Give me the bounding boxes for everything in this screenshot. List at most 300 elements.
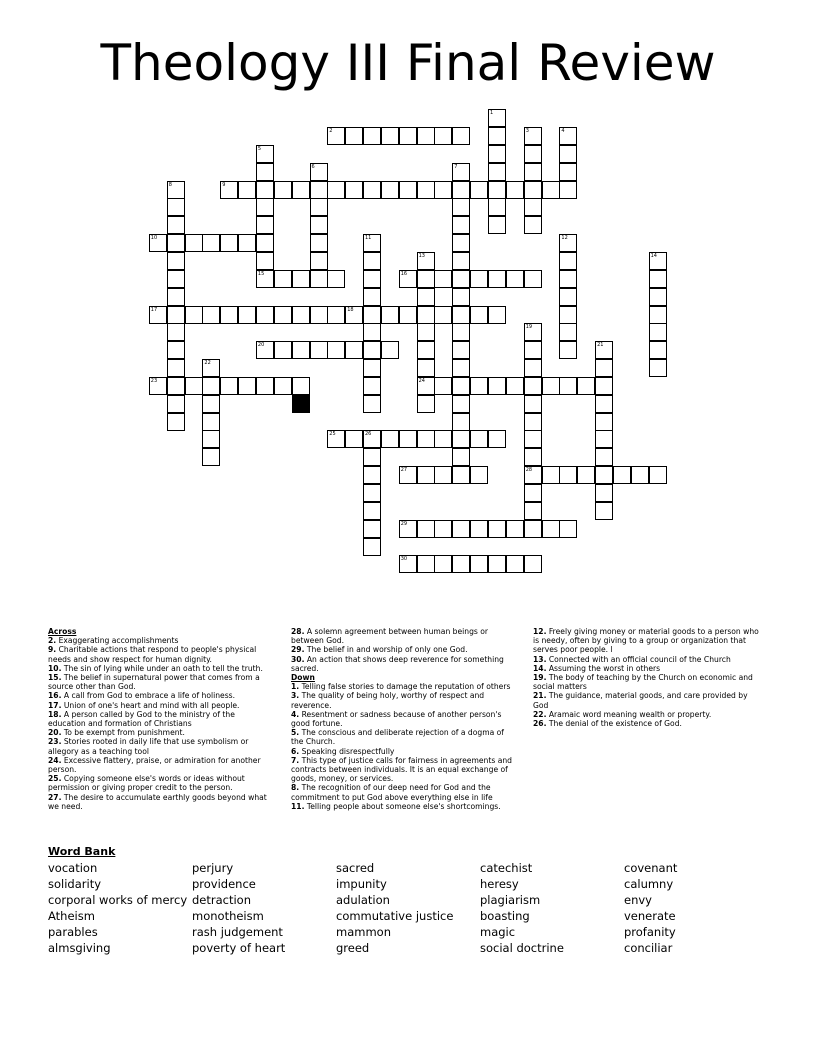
- grid-cell[interactable]: [452, 163, 470, 181]
- grid-cell[interactable]: [470, 270, 488, 288]
- grid-cell[interactable]: [149, 234, 167, 252]
- grid-cell[interactable]: [274, 270, 292, 288]
- clue-num: 5.: [291, 728, 300, 738]
- grid-cell[interactable]: [452, 395, 470, 413]
- grid-cell[interactable]: [452, 270, 470, 288]
- grid-cell[interactable]: [381, 181, 399, 199]
- grid-cell[interactable]: [238, 377, 256, 395]
- grid-cell[interactable]: [434, 181, 452, 199]
- grid-cell[interactable]: [202, 430, 220, 448]
- grid-cell[interactable]: [559, 145, 577, 163]
- grid-cell[interactable]: [345, 341, 363, 359]
- grid-cell[interactable]: [524, 341, 542, 359]
- grid-cell[interactable]: [452, 520, 470, 538]
- clue-text: Union of one's heart and mind with all people.: [61, 700, 240, 710]
- grid-cell[interactable]: [363, 323, 381, 341]
- grid-cell[interactable]: [452, 448, 470, 466]
- grid-cell[interactable]: [559, 288, 577, 306]
- grid-cell[interactable]: [470, 306, 488, 324]
- grid-cell[interactable]: [417, 127, 435, 145]
- grid-cell[interactable]: [452, 216, 470, 234]
- grid-cell[interactable]: [167, 413, 185, 431]
- grid-cell[interactable]: [310, 234, 328, 252]
- grid-cell[interactable]: [559, 466, 577, 484]
- grid-cell[interactable]: [381, 341, 399, 359]
- grid-cell[interactable]: [167, 234, 185, 252]
- across-clue-list: [48, 636, 274, 811]
- clue-number: 19: [525, 324, 533, 331]
- grid-cell[interactable]: [559, 270, 577, 288]
- grid-cell[interactable]: [292, 306, 310, 324]
- grid-cell[interactable]: [559, 181, 577, 199]
- grid-cell[interactable]: [256, 234, 274, 252]
- grid-cell[interactable]: [559, 306, 577, 324]
- grid-cell[interactable]: [363, 502, 381, 520]
- grid-cell[interactable]: [506, 520, 524, 538]
- grid-cell[interactable]: [399, 306, 417, 324]
- grid-cell[interactable]: [434, 466, 452, 484]
- grid-cell[interactable]: [256, 377, 274, 395]
- grid-cell[interactable]: [417, 270, 435, 288]
- clue-text: Connected with an official council of the Church: [546, 654, 731, 664]
- word-bank-column: [624, 860, 677, 956]
- grid-cell[interactable]: [363, 395, 381, 413]
- grid-cell[interactable]: [595, 395, 613, 413]
- grid-cell[interactable]: [417, 466, 435, 484]
- clue-text: The denial of the existence of God.: [546, 719, 682, 729]
- grid-cell[interactable]: [417, 555, 435, 573]
- grid-cell[interactable]: [452, 359, 470, 377]
- grid-cell[interactable]: [452, 323, 470, 341]
- grid-cell[interactable]: [452, 413, 470, 431]
- grid-cell[interactable]: [220, 306, 238, 324]
- grid-cell[interactable]: [595, 377, 613, 395]
- word-bank-word: providence: [192, 877, 256, 891]
- grid-cell[interactable]: [524, 181, 542, 199]
- clue-num: 20.: [48, 728, 62, 738]
- grid-cell[interactable]: [292, 270, 310, 288]
- grid-cell[interactable]: [310, 270, 328, 288]
- grid-cell[interactable]: [488, 430, 506, 448]
- grid-cell[interactable]: [452, 127, 470, 145]
- grid-cell[interactable]: [327, 306, 345, 324]
- grid-cell[interactable]: [577, 377, 595, 395]
- grid-cell[interactable]: [292, 377, 310, 395]
- clue-num: 28.: [291, 627, 305, 636]
- grid-cell[interactable]: [488, 109, 506, 127]
- clue-number: 12: [561, 235, 568, 242]
- grid-cell[interactable]: [345, 181, 363, 199]
- clue-num: 14.: [533, 663, 547, 673]
- clue-num: 4.: [291, 709, 300, 719]
- clue-text: The belief in supernatural power that comes from a source other than God.: [48, 673, 260, 692]
- clues-column-1: [48, 627, 274, 811]
- grid-cell[interactable]: [202, 234, 220, 252]
- grid-cell[interactable]: [292, 181, 310, 199]
- grid-cell[interactable]: [167, 216, 185, 234]
- grid-cell[interactable]: [417, 430, 435, 448]
- grid-cell[interactable]: [452, 430, 470, 448]
- grid-cell[interactable]: [524, 377, 542, 395]
- grid-cell[interactable]: [524, 555, 542, 573]
- grid-cell[interactable]: [327, 430, 345, 448]
- grid-cell[interactable]: [256, 145, 274, 163]
- grid-cell[interactable]: [327, 341, 345, 359]
- grid-cell[interactable]: [488, 306, 506, 324]
- grid-cell[interactable]: [363, 520, 381, 538]
- grid-cell[interactable]: [363, 466, 381, 484]
- grid-cell[interactable]: [399, 181, 417, 199]
- clue-num: 22.: [533, 709, 547, 719]
- grid-cell[interactable]: [363, 430, 381, 448]
- grid-cell[interactable]: [649, 306, 667, 324]
- grid-cell[interactable]: [595, 341, 613, 359]
- grid-cell[interactable]: [292, 341, 310, 359]
- grid-cell[interactable]: [381, 127, 399, 145]
- grid-cell[interactable]: [167, 341, 185, 359]
- grid-cell[interactable]: [363, 448, 381, 466]
- grid-cell[interactable]: [434, 127, 452, 145]
- grid-cell[interactable]: [595, 466, 613, 484]
- word-bank-title: Word Bank: [48, 845, 116, 858]
- grid-cell[interactable]: [524, 466, 542, 484]
- grid-cell[interactable]: [256, 181, 274, 199]
- grid-cell[interactable]: [167, 395, 185, 413]
- grid-cell[interactable]: [649, 466, 667, 484]
- grid-cell[interactable]: [524, 163, 542, 181]
- grid-cell[interactable]: [506, 555, 524, 573]
- grid-cell[interactable]: [524, 395, 542, 413]
- grid-cell[interactable]: [488, 216, 506, 234]
- grid-cell[interactable]: [417, 395, 435, 413]
- grid-cell[interactable]: [649, 359, 667, 377]
- grid-cell[interactable]: [167, 306, 185, 324]
- grid-cell[interactable]: [452, 555, 470, 573]
- grid-cell[interactable]: [649, 323, 667, 341]
- down-clue-list: [291, 682, 517, 811]
- grid-cell[interactable]: [327, 181, 345, 199]
- grid-cell[interactable]: [220, 181, 238, 199]
- grid-cell[interactable]: [452, 377, 470, 395]
- grid-cell[interactable]: [542, 377, 560, 395]
- grid-cell[interactable]: [327, 270, 345, 288]
- grid-cell[interactable]: [488, 270, 506, 288]
- clue-number: 13: [418, 252, 425, 259]
- grid-cell[interactable]: [506, 377, 524, 395]
- grid-cell[interactable]: [202, 448, 220, 466]
- grid-cell[interactable]: [310, 341, 328, 359]
- grid-cell[interactable]: [167, 359, 185, 377]
- grid-cell[interactable]: [167, 198, 185, 216]
- grid-cell[interactable]: [274, 341, 292, 359]
- grid-cell[interactable]: [452, 198, 470, 216]
- word-bank-word: covenant: [624, 861, 678, 875]
- clue-number: 5: [257, 145, 262, 152]
- clue-text: Aramaic word meaning wealth or property.: [546, 709, 712, 719]
- grid-cell[interactable]: [417, 341, 435, 359]
- grid-cell[interactable]: [417, 252, 435, 270]
- grid-cell[interactable]: [345, 430, 363, 448]
- clue-number: 7: [454, 163, 458, 170]
- grid-cell[interactable]: [399, 430, 417, 448]
- grid-cell[interactable]: [559, 234, 577, 252]
- grid-cell[interactable]: [452, 234, 470, 252]
- word-bank-word: plagiarism: [480, 893, 541, 907]
- word-bank-word: rash judgement: [192, 925, 283, 939]
- grid-cell[interactable]: [488, 377, 506, 395]
- grid-cell[interactable]: [524, 502, 542, 520]
- clue-item: [48, 793, 274, 811]
- grid-cell[interactable]: [417, 520, 435, 538]
- grid-cell[interactable]: [256, 252, 274, 270]
- clue-text: This type of justice calls for fairness in agreements and contracts between individuals. It is an equal exchange of goods, money, or services.: [291, 755, 512, 784]
- clue-text: Telling people about someone else's shortcomings.: [304, 801, 501, 811]
- grid-cell[interactable]: [649, 288, 667, 306]
- grid-cell[interactable]: [488, 163, 506, 181]
- clue-num: 2.: [48, 636, 57, 646]
- grid-cell[interactable]: [524, 484, 542, 502]
- grid-cell[interactable]: [559, 323, 577, 341]
- grid-cell[interactable]: [274, 181, 292, 199]
- grid-cell[interactable]: [310, 198, 328, 216]
- grid-cell[interactable]: [167, 181, 185, 199]
- grid-cell[interactable]: [452, 306, 470, 324]
- grid-cell[interactable]: [363, 306, 381, 324]
- clue-item: [48, 664, 274, 673]
- grid-cell[interactable]: [167, 377, 185, 395]
- grid-cell[interactable]: [524, 520, 542, 538]
- clue-item: [48, 728, 274, 737]
- clue-number: 3: [525, 128, 529, 134]
- grid-cell[interactable]: [595, 502, 613, 520]
- clue-text: Assuming the worst in others: [546, 663, 661, 673]
- clue-text: A call from God to embrace a life of holiness.: [61, 691, 236, 701]
- grid-cell[interactable]: [399, 127, 417, 145]
- grid-cell[interactable]: [488, 145, 506, 163]
- down-clue-list-continued: [533, 627, 765, 728]
- grid-cell[interactable]: [595, 359, 613, 377]
- grid-cell[interactable]: [345, 127, 363, 145]
- grid-cell[interactable]: [310, 306, 328, 324]
- grid-cell[interactable]: [381, 430, 399, 448]
- grid-cell[interactable]: [399, 270, 417, 288]
- grid-cell[interactable]: [631, 466, 649, 484]
- grid-cell[interactable]: [470, 430, 488, 448]
- grid-cell[interactable]: [167, 323, 185, 341]
- grid-cell[interactable]: [452, 181, 470, 199]
- grid-cell[interactable]: [506, 181, 524, 199]
- word-bank-word: adulation: [336, 893, 390, 907]
- grid-cell[interactable]: [238, 306, 256, 324]
- grid-cell[interactable]: [363, 270, 381, 288]
- grid-cell[interactable]: [417, 306, 435, 324]
- grid-cell[interactable]: [202, 413, 220, 431]
- word-bank-column: [336, 860, 453, 956]
- clue-text: The sin of lying while under an oath to tell the truth.: [61, 663, 263, 673]
- grid-cell[interactable]: [559, 341, 577, 359]
- grid-cell[interactable]: [167, 288, 185, 306]
- word-bank-word: heresy: [480, 877, 519, 891]
- grid-cell[interactable]: [167, 270, 185, 288]
- grid-cell[interactable]: [363, 127, 381, 145]
- grid-cell[interactable]: [202, 306, 220, 324]
- grid-cell[interactable]: [399, 520, 417, 538]
- grid-cell[interactable]: [256, 163, 274, 181]
- grid-cell[interactable]: [202, 359, 220, 377]
- grid-cell[interactable]: [417, 377, 435, 395]
- grid-cell[interactable]: [220, 377, 238, 395]
- grid-cell[interactable]: [559, 377, 577, 395]
- grid-cell[interactable]: [595, 430, 613, 448]
- grid-cell[interactable]: [470, 520, 488, 538]
- grid-cell[interactable]: [238, 181, 256, 199]
- clue-item: [291, 645, 517, 654]
- grid-cell[interactable]: [470, 377, 488, 395]
- grid-cell[interactable]: [524, 198, 542, 216]
- grid-cell[interactable]: [149, 377, 167, 395]
- grid-cell[interactable]: [434, 520, 452, 538]
- word-bank-word: calumny: [624, 877, 674, 891]
- word-bank-word: commutative justice: [336, 909, 454, 923]
- grid-cell[interactable]: [559, 163, 577, 181]
- grid-cell[interactable]: [417, 323, 435, 341]
- grid-cell[interactable]: [417, 288, 435, 306]
- grid-cell[interactable]: [452, 341, 470, 359]
- grid-cell[interactable]: [274, 306, 292, 324]
- grid-cell[interactable]: [488, 181, 506, 199]
- grid-cell[interactable]: [256, 198, 274, 216]
- grid-cell[interactable]: [524, 359, 542, 377]
- grid-cell[interactable]: [434, 306, 452, 324]
- grid-cell[interactable]: [542, 520, 560, 538]
- clue-num: 15.: [48, 673, 62, 683]
- grid-cell[interactable]: [524, 145, 542, 163]
- grid-cell[interactable]: [381, 306, 399, 324]
- clue-number: 26: [365, 431, 372, 438]
- grid-cell[interactable]: [542, 181, 560, 199]
- grid-cell[interactable]: [363, 181, 381, 199]
- grid-cell[interactable]: [595, 484, 613, 502]
- grid-cell[interactable]: [488, 520, 506, 538]
- grid-cell[interactable]: [149, 306, 167, 324]
- clue-num: 10.: [48, 663, 62, 673]
- grid-cell[interactable]: [256, 216, 274, 234]
- clue-text: The belief in and worship of only one God.: [304, 645, 468, 655]
- grid-cell[interactable]: [256, 341, 274, 359]
- grid-cell[interactable]: [524, 448, 542, 466]
- grid-cell[interactable]: [542, 466, 560, 484]
- grid-cell[interactable]: [363, 359, 381, 377]
- grid-cell[interactable]: [470, 466, 488, 484]
- grid-cell[interactable]: [434, 377, 452, 395]
- grid-cell[interactable]: [434, 555, 452, 573]
- grid-cell[interactable]: [649, 252, 667, 270]
- clue-num: 11.: [291, 801, 305, 811]
- grid-cell[interactable]: [524, 127, 542, 145]
- grid-cell[interactable]: [452, 466, 470, 484]
- grid-cell[interactable]: [434, 270, 452, 288]
- grid-cell[interactable]: [399, 466, 417, 484]
- grid-cell[interactable]: [649, 270, 667, 288]
- grid-cell[interactable]: [185, 377, 203, 395]
- grid-cell[interactable]: [310, 216, 328, 234]
- word-bank-word: sacred: [336, 861, 375, 875]
- clue-text: Excessive flattery, praise, or admiration for another person.: [48, 755, 261, 775]
- grid-cell[interactable]: [363, 538, 381, 556]
- grid-cell[interactable]: [452, 288, 470, 306]
- grid-cell[interactable]: [417, 359, 435, 377]
- grid-cell[interactable]: [310, 163, 328, 181]
- grid-cell[interactable]: [524, 323, 542, 341]
- grid-cell[interactable]: [559, 520, 577, 538]
- grid-cell[interactable]: [559, 127, 577, 145]
- grid-cell[interactable]: [185, 234, 203, 252]
- grid-cell[interactable]: [470, 181, 488, 199]
- grid-cell[interactable]: [256, 306, 274, 324]
- grid-cell[interactable]: [434, 430, 452, 448]
- grid-cell[interactable]: [452, 252, 470, 270]
- grid-cell[interactable]: [256, 270, 274, 288]
- grid-cell[interactable]: [327, 127, 345, 145]
- grid-cell[interactable]: [524, 270, 542, 288]
- grid-cell[interactable]: [167, 252, 185, 270]
- clue-text: To be exempt from punishment.: [61, 728, 185, 738]
- grid-cell[interactable]: [506, 270, 524, 288]
- grid-cell[interactable]: [202, 377, 220, 395]
- grid-cell[interactable]: [488, 555, 506, 573]
- grid-cell[interactable]: [613, 466, 631, 484]
- grid-cell[interactable]: [274, 377, 292, 395]
- word-bank-word: vocation: [48, 861, 98, 875]
- clue-number: 10: [150, 235, 158, 242]
- clue-text: Charitable actions that respond to people's physical needs and show respect for human dignity.: [48, 645, 257, 664]
- grid-cell[interactable]: [524, 430, 542, 448]
- word-bank-word: poverty of heart: [192, 941, 286, 955]
- grid-cell[interactable]: [649, 341, 667, 359]
- clue-text: The quality of being holy, worthy of respect and reverence.: [291, 691, 485, 710]
- grid-cell[interactable]: [577, 466, 595, 484]
- grid-cell[interactable]: [595, 413, 613, 431]
- clue-number: 16: [400, 270, 408, 277]
- grid-cell[interactable]: [559, 252, 577, 270]
- grid-cell[interactable]: [363, 484, 381, 502]
- grid-cell[interactable]: [363, 377, 381, 395]
- grid-cell[interactable]: [524, 413, 542, 431]
- grid-cell[interactable]: [488, 198, 506, 216]
- grid-cell[interactable]: [488, 127, 506, 145]
- grid-cell[interactable]: [220, 234, 238, 252]
- grid-cell[interactable]: [363, 252, 381, 270]
- grid-cell[interactable]: [470, 555, 488, 573]
- word-bank-word: monotheism: [192, 909, 264, 923]
- grid-cell[interactable]: [399, 555, 417, 573]
- word-bank-word: envy: [624, 893, 652, 907]
- grid-cell[interactable]: [363, 234, 381, 252]
- grid-cell[interactable]: [363, 288, 381, 306]
- grid-cell[interactable]: [310, 252, 328, 270]
- grid-cell[interactable]: [595, 448, 613, 466]
- grid-cell[interactable]: [524, 216, 542, 234]
- grid-cell[interactable]: [345, 306, 363, 324]
- word-bank-word: solidarity: [48, 877, 102, 891]
- grid-cell[interactable]: [185, 306, 203, 324]
- grid-cell[interactable]: [417, 181, 435, 199]
- grid-cell[interactable]: [310, 181, 328, 199]
- grid-cell[interactable]: [202, 395, 220, 413]
- grid-cell[interactable]: [238, 234, 256, 252]
- clue-num: 17.: [48, 700, 62, 710]
- grid-cell[interactable]: [363, 341, 381, 359]
